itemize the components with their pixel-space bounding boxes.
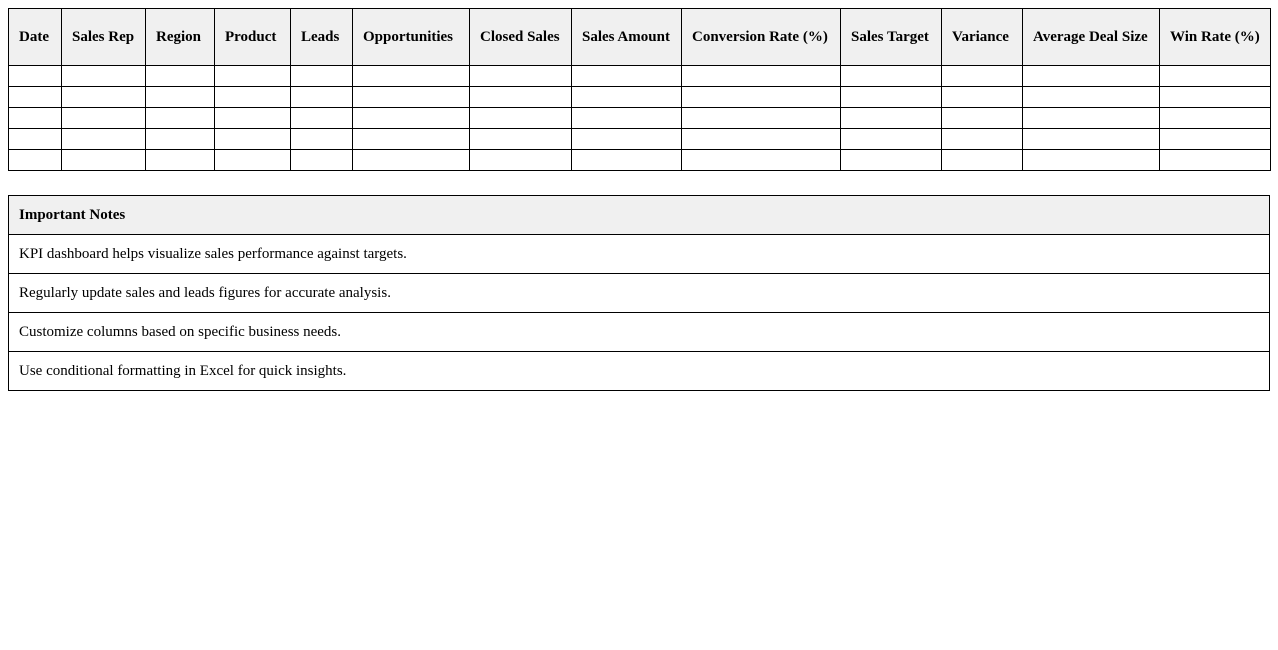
table-cell xyxy=(215,150,291,171)
note-row xyxy=(9,274,1270,313)
header-sales-rep: Sales Rep xyxy=(62,9,146,66)
table-cell xyxy=(146,129,215,150)
note-item: Regularly update sales and leads figures for accurate analysis. xyxy=(9,274,1270,313)
table-cell xyxy=(470,108,572,129)
note-item: Customize columns based on specific business needs. xyxy=(9,313,1270,352)
notes-table xyxy=(8,195,1270,391)
table-cell xyxy=(62,108,146,129)
kpi-header-row xyxy=(9,9,1271,66)
note-row xyxy=(9,352,1270,391)
table-cell xyxy=(9,129,62,150)
note-row xyxy=(9,235,1270,274)
header-product: Product xyxy=(215,9,291,66)
table-row xyxy=(9,129,1271,150)
table-cell xyxy=(470,129,572,150)
header-sales-target: Sales Target xyxy=(841,9,942,66)
table-cell xyxy=(9,150,62,171)
table-cell xyxy=(291,129,353,150)
header-sales-amount: Sales Amount xyxy=(572,9,682,66)
table-cell xyxy=(215,66,291,87)
table-cell xyxy=(146,108,215,129)
table-cell xyxy=(1160,129,1271,150)
table-cell xyxy=(62,150,146,171)
kpi-table xyxy=(8,8,1271,171)
table-row xyxy=(9,108,1271,129)
table-cell xyxy=(1023,108,1160,129)
table-cell xyxy=(1160,66,1271,87)
table-cell xyxy=(470,150,572,171)
table-cell xyxy=(62,129,146,150)
table-cell xyxy=(9,87,62,108)
table-cell xyxy=(291,87,353,108)
notes-header-row xyxy=(9,196,1270,235)
table-cell xyxy=(1023,87,1160,108)
table-cell xyxy=(291,108,353,129)
note-item: KPI dashboard helps visualize sales performance against targets. xyxy=(9,235,1270,274)
table-cell xyxy=(682,129,841,150)
header-date: Date xyxy=(9,9,62,66)
table-cell xyxy=(841,108,942,129)
table-cell xyxy=(353,129,470,150)
table-cell xyxy=(572,108,682,129)
table-cell xyxy=(841,129,942,150)
table-cell xyxy=(942,87,1023,108)
table-cell xyxy=(1023,66,1160,87)
table-cell xyxy=(215,129,291,150)
table-cell xyxy=(942,66,1023,87)
table-row xyxy=(9,150,1271,171)
table-cell xyxy=(353,150,470,171)
table-cell xyxy=(572,87,682,108)
table-cell xyxy=(353,87,470,108)
table-cell xyxy=(942,129,1023,150)
header-leads: Leads xyxy=(291,9,353,66)
header-opportunities: Opportunities xyxy=(353,9,470,66)
note-item: Use conditional formatting in Excel for quick insights. xyxy=(9,352,1270,391)
table-row xyxy=(9,87,1271,108)
table-cell xyxy=(215,108,291,129)
table-cell xyxy=(1160,87,1271,108)
table-cell xyxy=(1160,108,1271,129)
table-cell xyxy=(1160,150,1271,171)
header-average-deal-size: Average Deal Size xyxy=(1023,9,1160,66)
note-row xyxy=(9,313,1270,352)
table-cell xyxy=(291,150,353,171)
table-cell xyxy=(9,66,62,87)
header-variance: Variance xyxy=(942,9,1023,66)
table-cell xyxy=(682,150,841,171)
table-cell xyxy=(62,87,146,108)
notes-title: Important Notes xyxy=(9,196,1270,235)
table-cell xyxy=(146,66,215,87)
table-cell xyxy=(291,66,353,87)
table-cell xyxy=(146,87,215,108)
header-region: Region xyxy=(146,9,215,66)
table-cell xyxy=(9,108,62,129)
table-cell xyxy=(470,87,572,108)
table-cell xyxy=(682,66,841,87)
table-cell xyxy=(942,150,1023,171)
table-row xyxy=(9,66,1271,87)
table-cell xyxy=(682,87,841,108)
table-cell xyxy=(215,87,291,108)
table-cell xyxy=(353,108,470,129)
table-cell xyxy=(1023,150,1160,171)
kpi-table-body xyxy=(9,66,1271,171)
header-closed-sales: Closed Sales xyxy=(470,9,572,66)
table-cell xyxy=(353,66,470,87)
table-cell xyxy=(470,66,572,87)
table-cell xyxy=(841,66,942,87)
table-cell xyxy=(62,66,146,87)
table-cell xyxy=(841,150,942,171)
table-cell xyxy=(572,66,682,87)
table-cell xyxy=(146,150,215,171)
table-cell xyxy=(1023,129,1160,150)
table-cell xyxy=(682,108,841,129)
table-cell xyxy=(572,150,682,171)
header-win-rate: Win Rate (%) xyxy=(1160,9,1271,66)
table-cell xyxy=(942,108,1023,129)
table-cell xyxy=(841,87,942,108)
table-cell xyxy=(572,129,682,150)
header-conversion-rate: Conversion Rate (%) xyxy=(682,9,841,66)
